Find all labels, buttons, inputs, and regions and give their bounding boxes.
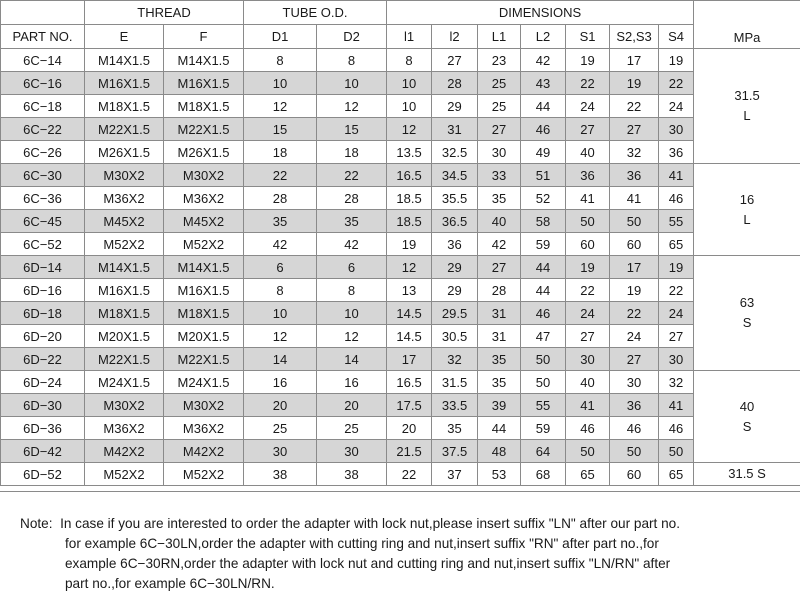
- cell-tube-d1: 15: [244, 118, 317, 141]
- table-row: [1, 256, 800, 279]
- cell-dim-l2-small: 27: [432, 49, 478, 72]
- cell-dim-L1: 28: [478, 279, 521, 302]
- mpa-group-cell: [694, 371, 800, 463]
- mpa-value: 16: [739, 191, 755, 207]
- cell-dim-l1-small: 16.5: [387, 164, 432, 187]
- cell-dim-s2-s3: 30: [610, 371, 659, 394]
- cell-tube-d1: 16: [244, 371, 317, 394]
- cell-thread-e: M30X2: [85, 394, 164, 417]
- header-e: E: [85, 25, 164, 49]
- cell-part-no: 6D−42: [1, 440, 85, 463]
- cell-part-no: 6D−52: [1, 463, 85, 486]
- cell-dim-l1-small: 13.5: [387, 141, 432, 164]
- cell-part-no: 6C−30: [1, 164, 85, 187]
- note-line: [20, 514, 790, 534]
- cell-part-no: 6C−18: [1, 95, 85, 118]
- cell-dim-s1: 27: [566, 118, 610, 141]
- cell-tube-d1: 42: [244, 233, 317, 256]
- header-l2-small: l2: [432, 25, 478, 49]
- cell-thread-e: M16X1.5: [85, 279, 164, 302]
- header-part-no: PART NO.: [1, 25, 85, 49]
- cell-part-no: 6D−14: [1, 256, 85, 279]
- cell-thread-f: M30X2: [164, 164, 244, 187]
- cell-dim-s4: 22: [659, 279, 694, 302]
- cell-dim-s4: 27: [659, 325, 694, 348]
- cell-part-no: 6C−14: [1, 49, 85, 72]
- cell-dim-L2: 59: [521, 233, 566, 256]
- cell-dim-s1: 22: [566, 72, 610, 95]
- cell-thread-f: M20X1.5: [164, 325, 244, 348]
- header-mpa: MPa: [694, 1, 800, 49]
- cell-dim-s2-s3: 27: [610, 118, 659, 141]
- cell-dim-l1-small: 18.5: [387, 187, 432, 210]
- cell-dim-s2-s3: 36: [610, 164, 659, 187]
- cell-dim-L2: 59: [521, 417, 566, 440]
- cell-dim-l1-small: 12: [387, 256, 432, 279]
- cell-thread-f: M52X2: [164, 463, 244, 486]
- header-L1: L1: [478, 25, 521, 49]
- cell-dim-l2-small: 32.5: [432, 141, 478, 164]
- cell-thread-f: M16X1.5: [164, 72, 244, 95]
- cell-dim-L2: 52: [521, 187, 566, 210]
- cell-dim-s2-s3: 27: [610, 348, 659, 371]
- mpa-group-cell: [694, 49, 800, 164]
- table-row: [1, 72, 800, 95]
- cell-dim-L2: 50: [521, 371, 566, 394]
- cell-tube-d2: 12: [317, 95, 387, 118]
- header-tube-od: TUBE O.D.: [244, 1, 387, 25]
- table-row: [1, 210, 800, 233]
- cell-part-no: 6C−26: [1, 141, 85, 164]
- cell-part-no: 6D−20: [1, 325, 85, 348]
- cell-dim-L1: 27: [478, 256, 521, 279]
- cell-tube-d2: 28: [317, 187, 387, 210]
- table-row: [1, 95, 800, 118]
- table-row: [1, 302, 800, 325]
- cell-dim-s2-s3: 22: [610, 302, 659, 325]
- cell-dim-s2-s3: 50: [610, 210, 659, 233]
- cell-dim-l2-small: 37.5: [432, 440, 478, 463]
- cell-dim-L1: 35: [478, 371, 521, 394]
- cell-thread-e: M42X2: [85, 440, 164, 463]
- header-s2-s3: S2,S3: [610, 25, 659, 49]
- cell-dim-s2-s3: 19: [610, 72, 659, 95]
- cell-part-no: 6C−16: [1, 72, 85, 95]
- cell-thread-f: M26X1.5: [164, 141, 244, 164]
- cell-dim-s1: 36: [566, 164, 610, 187]
- cell-dim-L1: 48: [478, 440, 521, 463]
- cell-part-no: 6C−22: [1, 118, 85, 141]
- cell-dim-s4: 24: [659, 302, 694, 325]
- table-row: [1, 463, 800, 486]
- cell-tube-d2: 18: [317, 141, 387, 164]
- mpa-group-cell: [694, 256, 800, 371]
- header-d2: D2: [317, 25, 387, 49]
- cell-dim-l2-small: 32: [432, 348, 478, 371]
- note-line: [20, 574, 790, 594]
- table-row: [1, 440, 800, 463]
- cell-tube-d2: 22: [317, 164, 387, 187]
- table-row: [1, 233, 800, 256]
- table-row: [1, 348, 800, 371]
- cell-dim-L2: 43: [521, 72, 566, 95]
- cell-dim-L2: 64: [521, 440, 566, 463]
- cell-dim-l2-small: 31.5: [432, 371, 478, 394]
- cell-dim-s4: 30: [659, 348, 694, 371]
- note-line-4: part no.,for example 6C−30LN/RN.: [65, 576, 275, 591]
- cell-thread-f: M36X2: [164, 187, 244, 210]
- cell-thread-e: M20X1.5: [85, 325, 164, 348]
- cell-dim-l2-small: 29: [432, 279, 478, 302]
- cell-dim-s1: 65: [566, 463, 610, 486]
- cell-dim-s2-s3: 17: [610, 49, 659, 72]
- cell-dim-s1: 30: [566, 348, 610, 371]
- cell-thread-f: M22X1.5: [164, 348, 244, 371]
- cell-dim-s4: 46: [659, 187, 694, 210]
- table-row: [1, 325, 800, 348]
- cell-dim-s2-s3: 50: [610, 440, 659, 463]
- note-line-3: example 6C−30RN,order the adapter with lock nut and cutting ring and nut,insert suffix "LN/RN" after: [65, 556, 671, 571]
- cell-dim-L1: 39: [478, 394, 521, 417]
- cell-dim-l1-small: 10: [387, 95, 432, 118]
- cell-tube-d2: 8: [317, 49, 387, 72]
- cell-tube-d2: 15: [317, 118, 387, 141]
- cell-dim-s1: 41: [566, 187, 610, 210]
- cell-dim-L1: 31: [478, 325, 521, 348]
- table-row: [1, 371, 800, 394]
- cell-thread-f: M36X2: [164, 417, 244, 440]
- cell-dim-L2: 47: [521, 325, 566, 348]
- cell-dim-L1: 31: [478, 302, 521, 325]
- cell-dim-s1: 24: [566, 95, 610, 118]
- cell-dim-s4: 65: [659, 233, 694, 256]
- note-line-2: for example 6C−30LN,order the adapter with cutting ring and nut,insert suffix "RN" after part no.,for: [65, 536, 659, 551]
- cell-dim-L2: 68: [521, 463, 566, 486]
- header-d1: D1: [244, 25, 317, 49]
- cell-thread-f: M18X1.5: [164, 95, 244, 118]
- table-row: [1, 417, 800, 440]
- cell-dim-L2: 49: [521, 141, 566, 164]
- mpa-type: L: [743, 108, 751, 123]
- cell-tube-d1: 22: [244, 164, 317, 187]
- cell-tube-d2: 14: [317, 348, 387, 371]
- cell-dim-s1: 27: [566, 325, 610, 348]
- cell-dim-L1: 30: [478, 141, 521, 164]
- cell-thread-e: M30X2: [85, 164, 164, 187]
- cell-dim-L2: 50: [521, 348, 566, 371]
- cell-dim-s1: 24: [566, 302, 610, 325]
- table-row: [1, 164, 800, 187]
- cell-part-no: 6D−18: [1, 302, 85, 325]
- cell-dim-L2: 44: [521, 279, 566, 302]
- cell-dim-L1: 35: [478, 187, 521, 210]
- cell-thread-e: M36X2: [85, 417, 164, 440]
- cell-dim-L1: 25: [478, 72, 521, 95]
- cell-part-no: 6C−52: [1, 233, 85, 256]
- cell-dim-l1-small: 14.5: [387, 325, 432, 348]
- cell-tube-d1: 12: [244, 95, 317, 118]
- cell-dim-L2: 46: [521, 302, 566, 325]
- cell-tube-d2: 16: [317, 371, 387, 394]
- header-f: F: [164, 25, 244, 49]
- cell-thread-e: M18X1.5: [85, 302, 164, 325]
- cell-tube-d1: 8: [244, 49, 317, 72]
- cell-dim-l2-small: 31: [432, 118, 478, 141]
- cell-tube-d2: 12: [317, 325, 387, 348]
- cell-dim-s4: 22: [659, 72, 694, 95]
- cell-dim-L1: 53: [478, 463, 521, 486]
- cell-thread-e: M18X1.5: [85, 95, 164, 118]
- cell-dim-s1: 50: [566, 440, 610, 463]
- cell-thread-e: M52X2: [85, 233, 164, 256]
- cell-thread-f: M42X2: [164, 440, 244, 463]
- cell-dim-s2-s3: 60: [610, 233, 659, 256]
- cell-dim-s4: 65: [659, 463, 694, 486]
- cell-dim-l2-small: 33.5: [432, 394, 478, 417]
- cell-tube-d1: 28: [244, 187, 317, 210]
- cell-dim-s2-s3: 24: [610, 325, 659, 348]
- cell-thread-e: M14X1.5: [85, 256, 164, 279]
- cell-dim-L1: 40: [478, 210, 521, 233]
- cell-tube-d1: 8: [244, 279, 317, 302]
- cell-dim-l2-small: 29: [432, 95, 478, 118]
- header-blank: [1, 1, 85, 25]
- cell-dim-l1-small: 17: [387, 348, 432, 371]
- cell-dim-s4: 55: [659, 210, 694, 233]
- cell-tube-d2: 30: [317, 440, 387, 463]
- mpa-value: 31.5: [734, 88, 760, 103]
- note-label: Note:: [20, 516, 53, 531]
- cell-dim-s4: 24: [659, 95, 694, 118]
- cell-dim-L1: 27: [478, 118, 521, 141]
- mpa-type: L: [743, 211, 751, 227]
- cell-thread-f: M24X1.5: [164, 371, 244, 394]
- cell-thread-e: M45X2: [85, 210, 164, 233]
- cell-thread-e: M22X1.5: [85, 348, 164, 371]
- mpa-type: S: [742, 315, 752, 330]
- cell-dim-L1: 44: [478, 417, 521, 440]
- cell-dim-L2: 51: [521, 164, 566, 187]
- cell-part-no: 6D−30: [1, 394, 85, 417]
- header-L2: L2: [521, 25, 566, 49]
- cell-tube-d1: 20: [244, 394, 317, 417]
- cell-dim-s1: 46: [566, 417, 610, 440]
- cell-tube-d1: 35: [244, 210, 317, 233]
- mpa-type: S: [742, 418, 752, 434]
- cell-dim-l2-small: 34.5: [432, 164, 478, 187]
- cell-dim-s1: 22: [566, 279, 610, 302]
- cell-dim-s1: 50: [566, 210, 610, 233]
- cell-dim-l2-small: 36: [432, 233, 478, 256]
- cell-dim-l1-small: 20: [387, 417, 432, 440]
- cell-dim-l1-small: 10: [387, 72, 432, 95]
- cell-dim-s2-s3: 36: [610, 394, 659, 417]
- cell-dim-L1: 23: [478, 49, 521, 72]
- cell-thread-e: M26X1.5: [85, 141, 164, 164]
- cell-thread-f: M14X1.5: [164, 256, 244, 279]
- cell-dim-l2-small: 28: [432, 72, 478, 95]
- cell-part-no: 6D−36: [1, 417, 85, 440]
- cell-dim-s4: 41: [659, 164, 694, 187]
- cell-dim-L1: 35: [478, 348, 521, 371]
- header-s1: S1: [566, 25, 610, 49]
- cell-dim-l1-small: 12: [387, 118, 432, 141]
- cell-tube-d1: 38: [244, 463, 317, 486]
- note-line: [20, 534, 790, 554]
- cell-thread-f: M14X1.5: [164, 49, 244, 72]
- cell-dim-L2: 55: [521, 394, 566, 417]
- table-row: [1, 279, 800, 302]
- header-l1-small: l1: [387, 25, 432, 49]
- cell-dim-s4: 32: [659, 371, 694, 394]
- cell-tube-d1: 6: [244, 256, 317, 279]
- header-thread: THREAD: [85, 1, 244, 25]
- cell-dim-s2-s3: 32: [610, 141, 659, 164]
- cell-dim-l1-small: 14.5: [387, 302, 432, 325]
- cell-tube-d1: 12: [244, 325, 317, 348]
- cell-tube-d2: 6: [317, 256, 387, 279]
- mpa-value: 31.5 S: [728, 466, 766, 481]
- table-row: [1, 49, 800, 72]
- table-row: [1, 141, 800, 164]
- cell-dim-l2-small: 30.5: [432, 325, 478, 348]
- cell-dim-l2-small: 35: [432, 417, 478, 440]
- cell-part-no: 6D−24: [1, 371, 85, 394]
- cell-dim-s2-s3: 17: [610, 256, 659, 279]
- mpa-value: 63: [739, 295, 755, 310]
- cell-dim-L2: 58: [521, 210, 566, 233]
- cell-dim-l2-small: 35.5: [432, 187, 478, 210]
- cell-dim-l2-small: 29.5: [432, 302, 478, 325]
- cell-thread-f: M18X1.5: [164, 302, 244, 325]
- note-line-1: In case if you are interested to order the adapter with lock nut,please insert suffix "LN" after our part no.: [60, 516, 681, 531]
- cell-tube-d2: 20: [317, 394, 387, 417]
- cell-dim-l2-small: 36.5: [432, 210, 478, 233]
- note-line: [20, 554, 790, 574]
- mpa-group-cell: [694, 164, 800, 256]
- cell-thread-e: M36X2: [85, 187, 164, 210]
- cell-tube-d1: 10: [244, 72, 317, 95]
- cell-dim-s2-s3: 60: [610, 463, 659, 486]
- cell-dim-l1-small: 22: [387, 463, 432, 486]
- cell-dim-s2-s3: 19: [610, 279, 659, 302]
- cell-tube-d2: 38: [317, 463, 387, 486]
- cell-dim-s1: 60: [566, 233, 610, 256]
- cell-thread-f: M16X1.5: [164, 279, 244, 302]
- table-row: [1, 394, 800, 417]
- cell-dim-s2-s3: 22: [610, 95, 659, 118]
- cell-tube-d1: 10: [244, 302, 317, 325]
- cell-thread-f: M30X2: [164, 394, 244, 417]
- cell-tube-d2: 10: [317, 302, 387, 325]
- cell-dim-l1-small: 21.5: [387, 440, 432, 463]
- mpa-group-cell: [694, 463, 800, 486]
- cell-tube-d2: 8: [317, 279, 387, 302]
- note-text: [20, 514, 790, 594]
- cell-thread-f: M22X1.5: [164, 118, 244, 141]
- cell-dim-l2-small: 29: [432, 256, 478, 279]
- cell-tube-d2: 10: [317, 72, 387, 95]
- cell-dim-s4: 30: [659, 118, 694, 141]
- cell-thread-f: M45X2: [164, 210, 244, 233]
- cell-tube-d1: 30: [244, 440, 317, 463]
- cell-tube-d1: 25: [244, 417, 317, 440]
- cell-dim-s1: 40: [566, 371, 610, 394]
- cell-dim-l1-small: 16.5: [387, 371, 432, 394]
- cell-dim-L1: 33: [478, 164, 521, 187]
- cell-dim-L1: 25: [478, 95, 521, 118]
- cell-dim-s1: 41: [566, 394, 610, 417]
- cell-dim-L2: 44: [521, 95, 566, 118]
- cell-dim-s4: 19: [659, 256, 694, 279]
- cell-part-no: 6D−16: [1, 279, 85, 302]
- cell-thread-e: M24X1.5: [85, 371, 164, 394]
- cell-dim-L2: 46: [521, 118, 566, 141]
- cell-dim-s4: 41: [659, 394, 694, 417]
- cell-dim-s2-s3: 41: [610, 187, 659, 210]
- table-row: [1, 187, 800, 210]
- cell-part-no: 6C−36: [1, 187, 85, 210]
- cell-dim-s4: 19: [659, 49, 694, 72]
- header-dimensions: DIMENSIONS: [387, 1, 694, 25]
- cell-dim-L2: 44: [521, 256, 566, 279]
- cell-tube-d2: 42: [317, 233, 387, 256]
- cell-tube-d1: 14: [244, 348, 317, 371]
- cell-thread-e: M16X1.5: [85, 72, 164, 95]
- cell-dim-s1: 19: [566, 256, 610, 279]
- table-body: [1, 49, 800, 486]
- cell-dim-l1-small: 19: [387, 233, 432, 256]
- cell-part-no: 6D−22: [1, 348, 85, 371]
- cell-thread-e: M52X2: [85, 463, 164, 486]
- cell-dim-s4: 46: [659, 417, 694, 440]
- cell-tube-d2: 35: [317, 210, 387, 233]
- cell-dim-L2: 42: [521, 49, 566, 72]
- cell-tube-d2: 25: [317, 417, 387, 440]
- cell-dim-s4: 50: [659, 440, 694, 463]
- note-section: [0, 491, 800, 594]
- cell-dim-l1-small: 8: [387, 49, 432, 72]
- cell-dim-l2-small: 37: [432, 463, 478, 486]
- cell-dim-s4: 36: [659, 141, 694, 164]
- cell-part-no: 6C−45: [1, 210, 85, 233]
- cell-dim-s1: 40: [566, 141, 610, 164]
- cell-thread-e: M22X1.5: [85, 118, 164, 141]
- cell-dim-l1-small: 17.5: [387, 394, 432, 417]
- cell-dim-l1-small: 13: [387, 279, 432, 302]
- table-row: [1, 118, 800, 141]
- cell-thread-f: M52X2: [164, 233, 244, 256]
- cell-tube-d1: 18: [244, 141, 317, 164]
- cell-dim-l1-small: 18.5: [387, 210, 432, 233]
- cell-thread-e: M14X1.5: [85, 49, 164, 72]
- cell-dim-s1: 19: [566, 49, 610, 72]
- mpa-value: 40: [739, 398, 755, 414]
- cell-dim-s2-s3: 46: [610, 417, 659, 440]
- header-s4: S4: [659, 25, 694, 49]
- cell-dim-L1: 42: [478, 233, 521, 256]
